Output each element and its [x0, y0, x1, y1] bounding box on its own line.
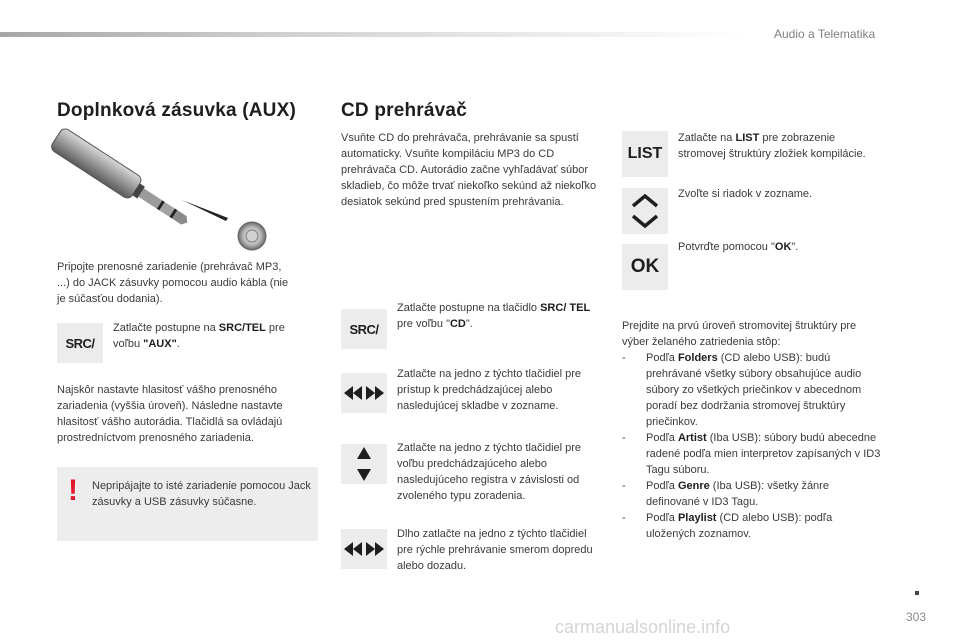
list-item: - Podľa Folders (CD alebo USB): budú prehrávané všetky súbory obsahujúce audio súbory zo všetkých priečinkov v abecednom poradí bez dodržania stromovej štruktúry priečinkov.: [622, 352, 862, 428]
ok-key-label: OK: [630, 256, 660, 277]
fast-forward-buttons[interactable]: [341, 529, 387, 569]
sort-options-list: [622, 350, 884, 542]
section-title: Audio a Telematika: [774, 27, 876, 41]
track-buttons[interactable]: [341, 373, 387, 413]
list-item: - Podľa Genre (Iba USB): všetky žánre definované v ID3 Tagu.: [622, 480, 829, 508]
src-button-aux[interactable]: [57, 323, 103, 363]
warning-text: Nepripájajte to isté zariadenie pomocou Jack zásuvky a USB zásuvky súčasne.: [92, 480, 311, 508]
watermark-text: carmanualsonline.info: [555, 617, 731, 637]
fast-forward-rewind-icon: [344, 542, 384, 556]
cd-intro-text: Vsuňte CD do prehrávača, prehrávanie sa spustí automaticky. Vsuňte kompiláciu MP3 do CD prehrávača CD. Autorádio začne vyhľadávať súbor skladieb, čo môže trvať niekoľko sekúnd až niekoľko desiatok sekúnd pred spustením prehrávania.: [341, 132, 597, 208]
list-text: Zatlačte na LIST pre zobrazenie stromovej štruktúry zložiek kompilácie.: [678, 132, 866, 160]
src-button-cd[interactable]: [341, 309, 387, 349]
page-marker: [915, 591, 919, 595]
header-gradient-bar: [0, 32, 745, 37]
aux-press-text: Zatlačte postupne na SRC/TEL pre voľbu "AUX".: [113, 322, 285, 350]
up-down-arrows-icon: [357, 447, 371, 481]
chevron-up-down-icon: [630, 193, 660, 229]
cd-ffwd-text: Dlho zatlačte na jedno z týchto tlačidiel pre rýchle prehrávanie smerom dopredu alebo dozadu.: [397, 528, 593, 572]
src-key-label: SRC/: [65, 335, 95, 351]
cd-heading: CD prehrávač: [341, 100, 467, 121]
ok-text: Potvrďte pomocou "OK".: [678, 241, 799, 253]
ok-button[interactable]: [622, 244, 668, 290]
list-key-label: LIST: [627, 145, 663, 162]
aux-volume-text: Najskôr nastavte hlasitosť vášho prenosného zariadenia (vyššia úroveň). Následne nastavte hlasitosť vášho autorádia. Tlačidlá sa ovládajú prostredníctvom prenosného zariadenia.: [57, 384, 283, 444]
cd-track-text: Zatlačte na jedno z týchto tlačidiel pre prístup k predchádzajúcej alebo nasledujúcej skladbe v zozname.: [397, 368, 582, 412]
aux-heading: Doplnková zásuvka (AUX): [57, 100, 296, 121]
list-item: - Podľa Playlist (CD alebo USB): podľa uložených zoznamov.: [622, 512, 833, 540]
aux-connect-text: Pripojte prenosné zariadenie (prehrávač MP3, ...) do JACK zásuvky pomocou audio kábla (nie je súčasťou dodania).: [57, 261, 289, 305]
previous-next-icon: [344, 386, 384, 400]
list-item: - Podľa Artist (Iba USB): súbory budú abecedne radené podľa mien interpretov zapísaných v ID3 Tagu súboru.: [622, 432, 881, 476]
warning-exclamation-icon: !: [68, 474, 78, 507]
src-key-label: SRC/: [349, 321, 379, 337]
cd-src-text: Zatlačte postupne na tlačidlo SRC/ TEL pre voľbu "CD".: [397, 302, 591, 330]
cd-folder-text: Zatlačte na jedno z týchto tlačidiel pre voľbu predchádzajúceho alebo nasledujúceho registra v závislosti od zvoleného typu zoradenia.: [397, 442, 582, 502]
page-number: 303: [906, 610, 927, 624]
jack-plug-illustration: [50, 128, 275, 253]
folder-buttons[interactable]: [341, 444, 387, 484]
select-buttons[interactable]: [622, 188, 668, 234]
level-text: Prejdite na prvú úroveň stromovitej štruktúry pre výber želaného zatriedenia stôp:: [622, 320, 857, 348]
list-button[interactable]: [622, 131, 668, 177]
select-text: Zvoľte si riadok v zozname.: [678, 188, 813, 200]
